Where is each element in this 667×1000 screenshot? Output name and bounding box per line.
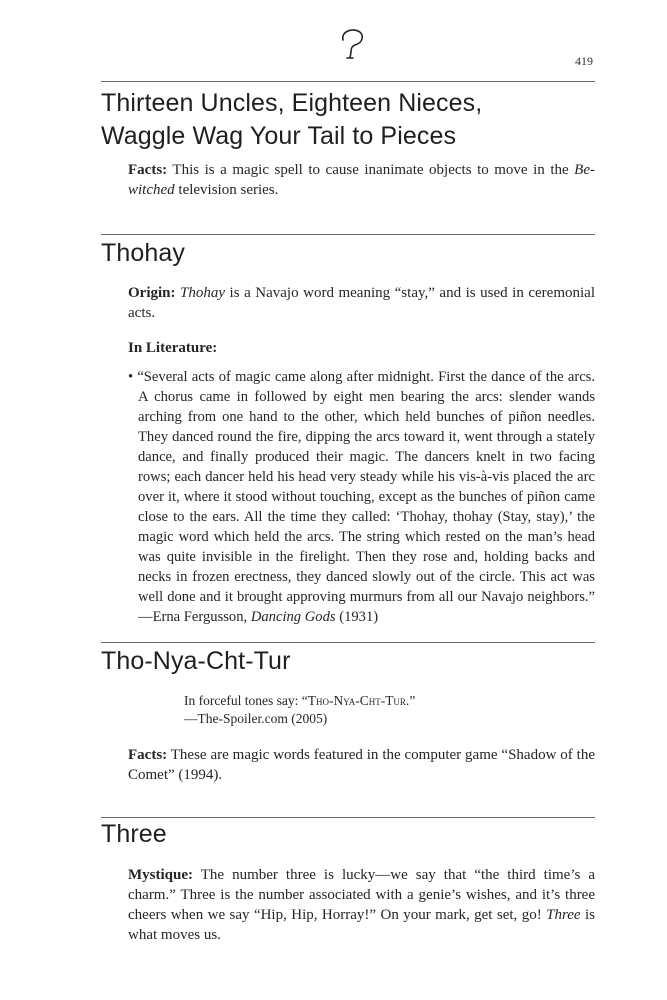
entry-title: [101, 87, 482, 153]
magic-word: Tho-Nya-Cht-Tur.: [307, 693, 410, 708]
quote-text: • “Several acts of magic came along after midnight. First the dance of the arcs. A chorus came in followed by eight men bearing the arcs: slender wands arching from one hand to the other, which held bunches of piñon needles. They danced round the fire, dipping the arcs toward it, went through a stately dance, and finally produced their magic. The dancers knelt in two facing rows; each dancer held his head very steady while his vis-à-vis placed the arc over it, where it stood without touching, except as the bunches of piñon came close to the ears. All the time they called: ‘Thohay, thohay (Stay, stay),’ the magic word which held the arcs. The string which rested on the man’s head was quite invisible in the firelight. Then they rose and, holding backs and necks in frozen erectness, they danced slowly out of the circle. This act was well done and it brought approving murmurs from all our Navajo neighbors.” —Erna Fergusson,: [128, 369, 595, 625]
title-line: Thirteen Uncles, Eighteen Nieces,: [101, 89, 483, 117]
facts-text: These are magic words featured in the computer game “Shadow of the Comet” (1994).: [128, 747, 595, 783]
facts-label: Facts:: [128, 162, 168, 178]
entry-title: Thohay: [101, 239, 185, 267]
entry-title: Three: [101, 820, 167, 848]
origin-label: Origin:: [128, 285, 176, 301]
epigraph-source: —The-Spoiler.com (2005): [184, 711, 328, 726]
facts-paragraph: [128, 745, 595, 785]
mystique-paragraph: [128, 865, 595, 945]
section-divider: [101, 642, 595, 643]
letter-ornament-icon: [337, 26, 367, 62]
facts-paragraph: [128, 160, 595, 200]
literature-heading: [128, 338, 595, 358]
origin-text: is a Navajo word meaning “stay,” and is used in ceremonial acts.: [128, 285, 595, 321]
quote-text: ”: [409, 693, 416, 708]
mystique-text: The number three is lucky—we say that “the third time’s a charm.” Three is the number associated with a genie’s wishes, and it’s three cheers when we say “Hip, Hip, Horray!” On your mark, get set, go!: [128, 867, 595, 923]
literature-quote: [128, 367, 595, 627]
facts-text: television series.: [174, 182, 279, 198]
page-number: 419: [575, 54, 593, 68]
facts-text: This is a magic spell to cause inanimate objects to move in the: [167, 162, 575, 178]
literature-label: In Literature:: [128, 340, 218, 356]
quote-text: In forceful tones say: “: [184, 693, 308, 708]
epigraph-quote: [184, 691, 415, 710]
section-divider: [101, 234, 595, 235]
mystique-label: Mystique:: [128, 867, 193, 883]
origin-paragraph: [128, 283, 595, 323]
facts-label: Facts:: [128, 747, 168, 763]
section-divider: [101, 81, 595, 82]
quote-year: (1931): [335, 609, 379, 625]
entry-title: Tho-Nya-Cht-Tur: [101, 647, 291, 675]
term-italic: Thohay: [180, 285, 226, 301]
quote-source: Dancing Gods: [250, 609, 336, 625]
mystique-text: is what moves us.: [128, 907, 595, 943]
section-divider: [101, 817, 595, 818]
term-italic: Three: [546, 907, 581, 923]
show-title: Be-witched: [128, 162, 595, 198]
title-line: Waggle Wag Your Tail to Pieces: [101, 122, 457, 150]
